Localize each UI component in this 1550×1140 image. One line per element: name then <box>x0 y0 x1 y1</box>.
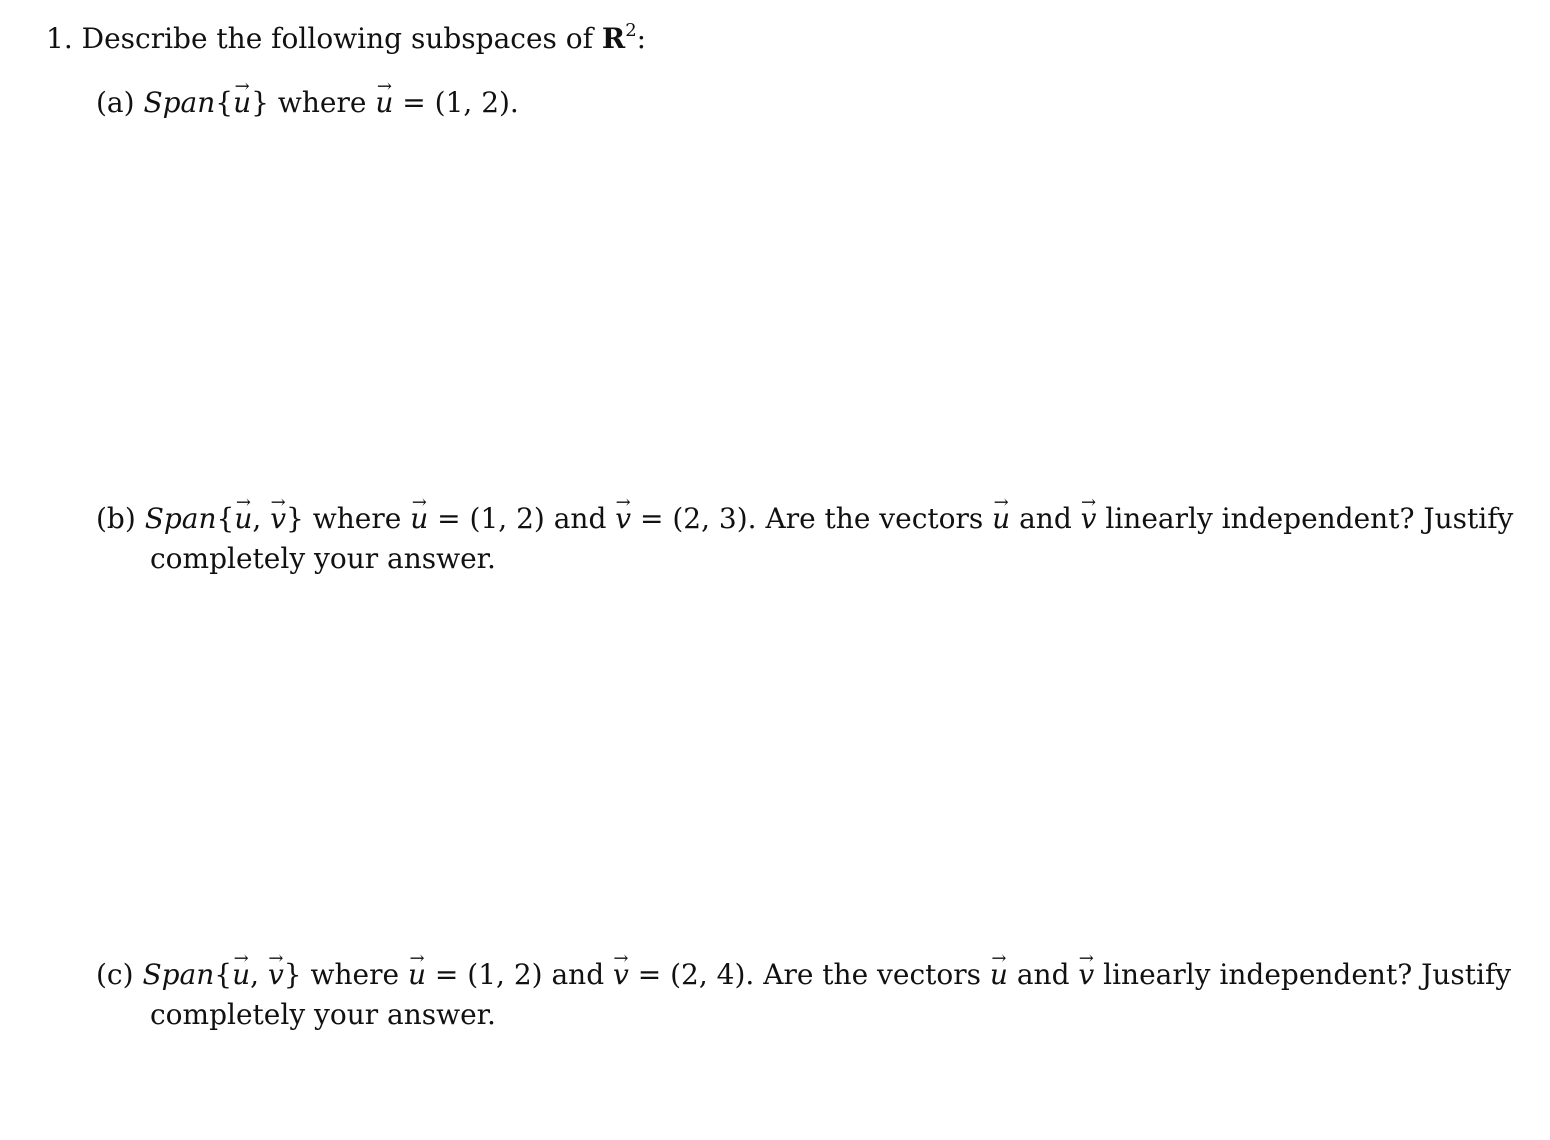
vector-v: → v <box>1078 955 1094 995</box>
space-symbol: R <box>601 22 626 55</box>
part-c-line2: completely your answer. <box>150 998 496 1031</box>
vector-v: → v <box>615 499 631 539</box>
vector-u: → u <box>375 83 393 123</box>
part-a-where: where <box>277 86 367 119</box>
problem-intro: Describe the following subspaces of <box>81 22 594 55</box>
part-c-span-label: Span <box>142 958 215 991</box>
vector-u: → u <box>408 955 426 995</box>
vector-v: → v <box>268 955 284 995</box>
part-c-where: where <box>310 958 400 991</box>
lbrace: { <box>215 86 234 119</box>
vector-v: → v <box>613 955 629 995</box>
rbrace: } <box>286 502 304 535</box>
part-b-line2: completely your answer. <box>150 542 496 575</box>
part-a <box>96 83 519 123</box>
part-c-v-value: = (2, 4). <box>637 958 755 991</box>
vector-u: → u <box>992 499 1010 539</box>
rbrace: } <box>251 86 269 119</box>
space-exponent: 2 <box>625 20 637 41</box>
vector-u: → u <box>990 955 1008 995</box>
vector-v: → v <box>270 499 286 539</box>
part-b-label: (b) <box>96 502 136 535</box>
part-c-line1 <box>96 955 1511 995</box>
heading-colon: : <box>636 22 647 55</box>
part-b-where: where <box>312 502 402 535</box>
comma: , <box>250 958 260 991</box>
problem-heading <box>46 19 646 59</box>
part-b-question-and: and <box>1019 502 1072 535</box>
part-c-question-start: Are the vectors <box>763 958 981 991</box>
comma: , <box>252 502 262 535</box>
part-a-u-value: = (1, 2). <box>402 86 519 119</box>
part-b-question-end: linearly independent? Justify <box>1105 502 1514 535</box>
vector-v: → v <box>1081 499 1097 539</box>
vector-u: → u <box>234 499 252 539</box>
rbrace: } <box>283 958 302 991</box>
part-b-v-value: = (2, 3). <box>640 502 757 535</box>
problem-number: 1. <box>46 22 73 55</box>
part-a-span-label: Span <box>143 86 216 119</box>
part-c-question-end: linearly independent? Justify <box>1103 958 1512 991</box>
vector-u: → u <box>410 499 428 539</box>
lbrace: { <box>214 958 233 991</box>
part-b-line1 <box>96 499 1513 539</box>
vector-u: → u <box>233 83 251 123</box>
part-b-span-label: Span <box>144 502 217 535</box>
vector-u: → u <box>232 955 250 995</box>
lbrace: { <box>216 502 235 535</box>
part-c-question-and: and <box>1016 958 1070 991</box>
part-a-label: (a) <box>96 86 135 119</box>
part-b-u-value: = (1, 2) and <box>437 502 607 535</box>
part-b-question-start: Are the vectors <box>765 502 984 535</box>
part-c-u-value: = (1, 2) and <box>434 958 605 991</box>
part-c-label: (c) <box>96 958 134 991</box>
